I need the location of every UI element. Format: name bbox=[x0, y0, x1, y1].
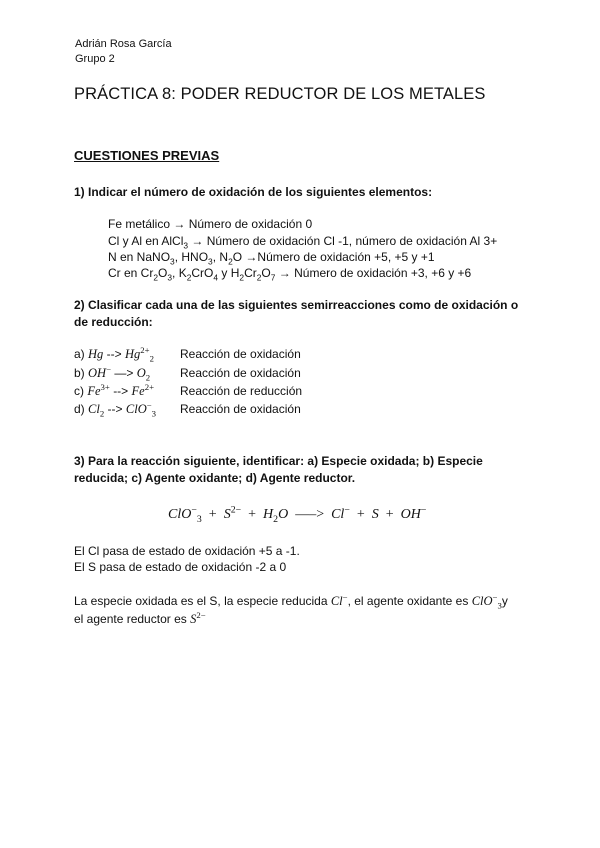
superscript: − bbox=[492, 591, 498, 602]
subscript: 2 bbox=[273, 513, 279, 525]
subscript: 3 bbox=[183, 240, 189, 251]
subscript: 7 bbox=[270, 272, 276, 283]
formula-part: Cl bbox=[330, 594, 343, 608]
author-name: Adrián Rosa García bbox=[75, 38, 172, 50]
plus-sign: + bbox=[385, 507, 394, 522]
section-title: CUESTIONES PREVIAS bbox=[74, 148, 220, 163]
question-2-line-2: de reducción: bbox=[74, 315, 153, 329]
answer-text: , el agente oxidante es bbox=[347, 594, 472, 608]
superscript: 2− bbox=[230, 504, 242, 516]
reaction-equation bbox=[168, 504, 427, 525]
subscript: 2 bbox=[228, 256, 233, 267]
formula-part: , N bbox=[212, 250, 229, 264]
q1-line-n bbox=[108, 250, 435, 267]
formula-part: O bbox=[261, 266, 271, 280]
q1-line-cr bbox=[108, 266, 472, 283]
q1-cr-result: Número de oxidación +3, +6 y +6 bbox=[294, 266, 472, 280]
q2-result-d: Reacción de oxidación bbox=[180, 402, 301, 416]
reaction-arrow: --> bbox=[113, 384, 129, 398]
formula-part: ClO bbox=[168, 507, 192, 522]
q1-fe-prefix: Fe metálico bbox=[108, 217, 171, 231]
item-label: b) bbox=[74, 366, 85, 380]
q3-answer-line-2 bbox=[74, 609, 206, 627]
question-3-line-2: reducida; c) Agente oxidante; d) Agente reductor. bbox=[74, 471, 356, 485]
superscript: − bbox=[146, 399, 152, 410]
formula-part: Cl bbox=[88, 402, 100, 416]
formula-part: S bbox=[190, 612, 197, 626]
formula-part: S bbox=[223, 507, 231, 522]
formula-part: O bbox=[232, 250, 243, 264]
page-title: PRÁCTICA 8: PODER REDUCTOR DE LOS METALES bbox=[74, 85, 486, 103]
formula-part: y H bbox=[218, 266, 240, 280]
reaction-arrow: —> bbox=[114, 366, 134, 380]
q2-result-a: Reacción de oxidación bbox=[180, 347, 301, 361]
q1-cl-prefix: Cl y Al en AlCl bbox=[108, 234, 184, 248]
answer-text: La especie oxidada es el S, la especie reducida bbox=[74, 594, 331, 608]
formula-part: Cl bbox=[331, 507, 345, 522]
formula-part: O bbox=[136, 366, 146, 380]
q2-item-b bbox=[74, 363, 151, 383]
formula-clo3 bbox=[471, 591, 502, 611]
subscript: 2 bbox=[153, 272, 159, 283]
q1-line-fe bbox=[108, 217, 312, 231]
formula-rhs bbox=[124, 344, 154, 364]
question-1: 1) Indicar el número de oxidación de los siguientes elementos: bbox=[74, 185, 433, 199]
q1-line-cl bbox=[108, 234, 498, 251]
plus-sign: + bbox=[248, 507, 257, 522]
formula-lhs bbox=[87, 381, 110, 398]
superscript: − bbox=[191, 504, 197, 516]
superscript: 2+ bbox=[144, 381, 155, 392]
formula-part: CrO bbox=[191, 266, 214, 280]
arrow-right-icon: → bbox=[245, 250, 258, 264]
formula-part: ClO bbox=[471, 594, 493, 608]
formula-rhs bbox=[136, 366, 151, 383]
formula-part: , K bbox=[172, 266, 187, 280]
plus-sign: + bbox=[208, 507, 217, 522]
formula-part: H bbox=[263, 507, 274, 522]
formula-part: , HNO bbox=[174, 250, 209, 264]
answer-text: el agente reductor es bbox=[74, 612, 191, 626]
group-label: Grupo 2 bbox=[75, 53, 115, 65]
arrow-right-icon: → bbox=[173, 217, 186, 231]
superscript: − bbox=[420, 504, 427, 516]
q3-note-1: El Cl pasa de estado de oxidación +5 a -1. bbox=[74, 544, 300, 558]
subscript: 3 bbox=[196, 513, 202, 525]
subscript: 2 bbox=[149, 353, 154, 364]
subscript: 3 bbox=[208, 256, 213, 267]
question-3-line-1: 3) Para la reacción siguiente, identificar: a) Especie oxidada; b) Especie bbox=[74, 454, 483, 468]
formula-lhs bbox=[88, 363, 112, 380]
item-label: c) bbox=[74, 384, 84, 398]
q1-n-result: Número de oxidación +5, +5 y +1 bbox=[257, 250, 435, 264]
superscript: 2+ bbox=[140, 344, 150, 355]
subscript: 3 bbox=[170, 256, 175, 267]
question-2-line-1: 2) Clasificar cada una de las siguientes semirreacciones como de oxidación o bbox=[74, 298, 519, 312]
q3-note-2: El S pasa de estado de oxidación -2 a 0 bbox=[74, 560, 287, 574]
reaction-arrow: —–> bbox=[295, 507, 325, 522]
subscript: 2 bbox=[239, 272, 245, 283]
formula-part: O bbox=[158, 266, 168, 280]
subscript: 3 bbox=[167, 272, 173, 283]
subscript: 2 bbox=[145, 372, 151, 383]
q2-item-c bbox=[74, 381, 155, 399]
formula-s2 bbox=[190, 609, 206, 626]
formula-part: Fe bbox=[131, 384, 145, 398]
item-label: a) bbox=[74, 347, 85, 361]
subscript: 2 bbox=[186, 272, 192, 283]
reaction-arrow: --> bbox=[107, 402, 123, 416]
formula-part: O bbox=[278, 507, 289, 522]
subscript: 4 bbox=[213, 272, 219, 283]
formula-lhs: Hg bbox=[88, 347, 104, 361]
q1-cr-prefix: Cr en Cr bbox=[108, 266, 154, 280]
q2-result-b: Reacción de oxidación bbox=[180, 366, 301, 380]
formula-part: S bbox=[371, 507, 379, 522]
superscript: − bbox=[106, 363, 112, 374]
q1-fe-result: Número de oxidación 0 bbox=[188, 217, 313, 231]
subscript: 2 bbox=[99, 408, 105, 419]
superscript: 2− bbox=[196, 609, 206, 620]
item-label: d) bbox=[74, 402, 85, 416]
formula-part: OH bbox=[400, 507, 421, 522]
formula-lhs bbox=[88, 402, 105, 419]
formula-part: Fe bbox=[87, 384, 101, 398]
formula-part: Cr bbox=[244, 266, 257, 280]
arrow-right-icon: → bbox=[191, 234, 204, 248]
q1-n-prefix: N en NaNO bbox=[108, 250, 171, 264]
answer-text: y bbox=[501, 594, 508, 608]
subscript: 2 bbox=[256, 272, 262, 283]
plus-sign: + bbox=[356, 507, 365, 522]
superscript: − bbox=[342, 591, 348, 602]
q2-item-a bbox=[74, 344, 154, 364]
formula-part: OH bbox=[88, 366, 107, 380]
arrow-right-icon: → bbox=[278, 266, 291, 280]
formula-rhs bbox=[125, 399, 157, 419]
formula-rhs bbox=[131, 381, 155, 398]
q2-result-c: Reacción de reducción bbox=[180, 384, 303, 398]
q3-answer-line-1 bbox=[74, 591, 508, 611]
subscript: 3 bbox=[497, 600, 502, 611]
formula-part: Hg bbox=[124, 347, 141, 361]
q2-item-d bbox=[74, 399, 157, 419]
formula-part: ClO bbox=[125, 402, 147, 416]
reaction-arrow: --> bbox=[106, 347, 122, 361]
q1-cl-result: Número de oxidación Cl -1, número de oxidación Al 3+ bbox=[206, 234, 498, 248]
superscript: 3+ bbox=[100, 381, 110, 392]
formula-cl bbox=[330, 591, 348, 608]
subscript: 3 bbox=[151, 408, 157, 419]
superscript: − bbox=[344, 504, 350, 516]
